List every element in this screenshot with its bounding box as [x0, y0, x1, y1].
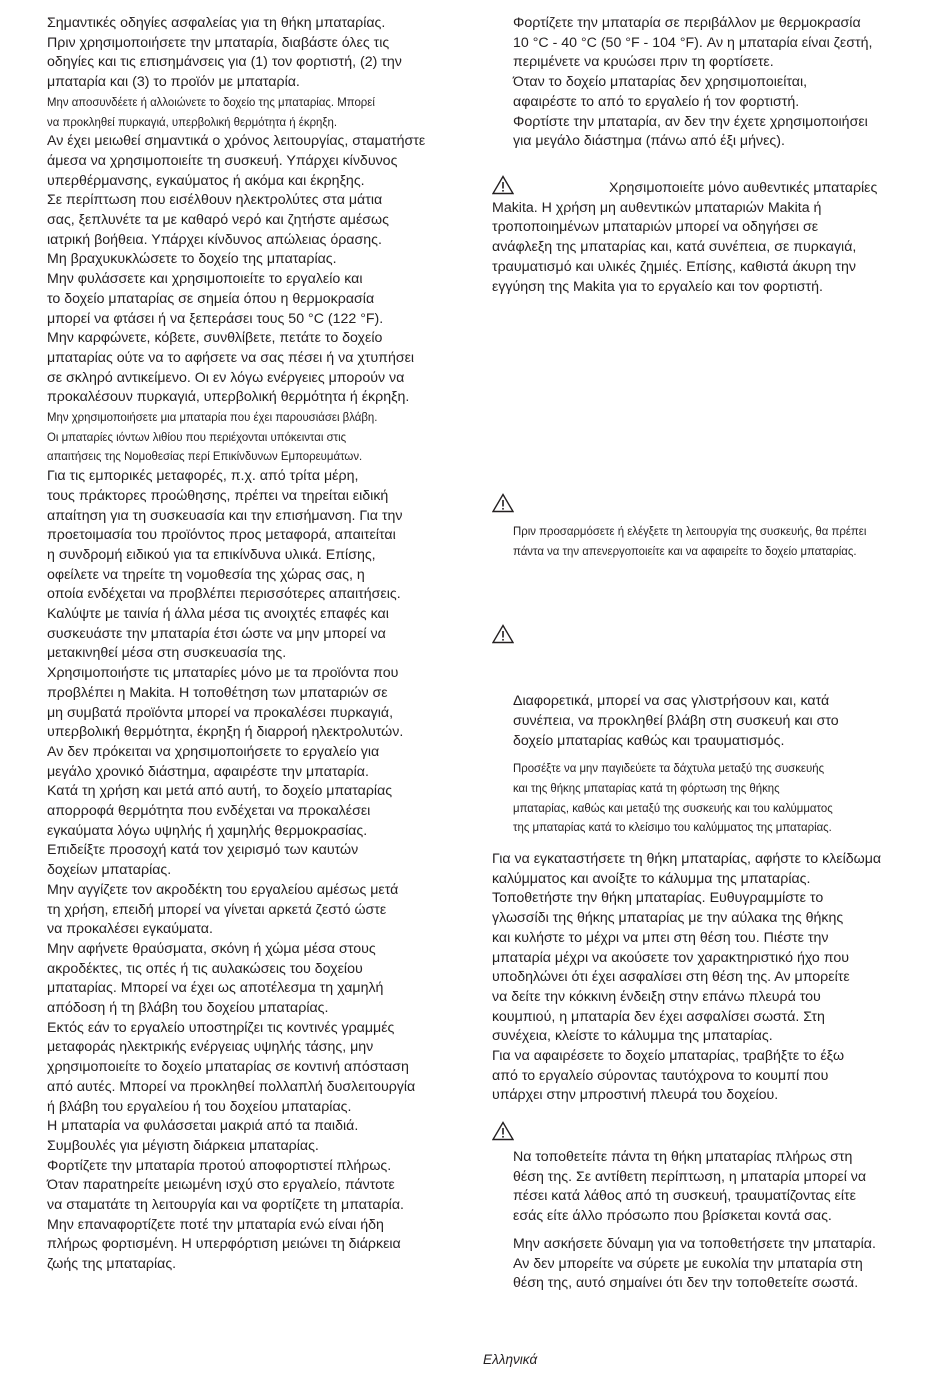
body-text-line: Για τις εμπορικές μεταφορές, π.χ. από τρίτα μέρη,	[47, 468, 359, 485]
body-text-line: υπερθέρμανσης, εγκαύματος ή ακόμα και έκρηξης.	[47, 172, 365, 189]
makita-notice-line: ανάφλεξη της μπαταρίας και, κατά συνέπεια, σε πυρκαγιά,	[492, 239, 857, 256]
body-text-line: συσκευάστε την μπαταρία έτσι ώστε να μην μπορεί να	[47, 625, 386, 642]
body-text-line: μεταφοράς ηλεκτρικής ενέργειας υψηλής τάσης, μην	[47, 1039, 374, 1056]
body-text-line: προετοιμασία του προϊόντος προς μεταφορά, απαιτείται	[47, 527, 396, 544]
body-text-line: απαιτήσεις της Νομοθεσίας περί Επικίνδυνων Εμπορευμάτων.	[47, 449, 363, 464]
caution-text-line: Να τοποθετείτε πάντα τη θήκη μπαταρίας πλήρως στη	[513, 1149, 853, 1165]
caution-text-line: εσάς είτε άλλο πρόσωπο που βρίσκεται κοντά σας.	[513, 1208, 832, 1225]
body-text-line: τη χρήση, επειδή μπορεί να γίνεται αρκετά ζεστό ώστε	[47, 901, 387, 918]
body-text-line: από αυτές. Μπορεί να προκληθεί πολλαπλή δυσλειτουργία	[47, 1078, 416, 1095]
body-text-line: Καλύψτε με ταινία ή άλλα μέσα τις ανοιχτές επαφές και	[47, 606, 389, 622]
body-text-line: πλήρως φορτισμένη. Η υπερφόρτιση μειώνει τη διάρκεια	[47, 1236, 401, 1253]
makita-notice-line: τροποποιημένων μπαταριών μπορεί να οδηγήσει σε	[492, 219, 819, 236]
makita-notice-line: Χρησιμοποιείτε μόνο αυθεντικές μπαταρίες	[609, 180, 878, 196]
body-text-line: οδηγίες και τις επισημάνσεις για (1) τον φορτιστή, (2) την	[47, 54, 402, 71]
caution-text-line: Αν δεν μπορείτε να σύρετε με ευκολία την μπαταρία στη	[513, 1255, 863, 1272]
body-text-line: Σημαντικές οδηγίες ασφαλείας για τη θήκη μπαταρίας.	[47, 15, 386, 31]
body-text-line: Μην αποσυνδέετε ή αλλοιώνετε το δοχείο της μπαταρίας. Μπορεί	[47, 94, 375, 109]
body-text-line: μεγάλο χρονικό διάστημα, αφαιρέστε την μπαταρία.	[47, 763, 369, 780]
body-text-line: οφείλετε να τηρείτε τη νομοθεσία της χώρας σας, η	[47, 566, 365, 583]
install-text-line: υποδηλώνει ότι έχει ασφαλίσει στη θέση της. Αν μπορείτε	[492, 969, 850, 986]
caution-text-line: Προσέξτε να μην παγιδεύετε τα δάχτυλα μεταξύ της συσκευής	[513, 761, 825, 775]
body-text-line: Συμβουλές για μέγιστη διάρκεια μπαταρίας.	[47, 1137, 319, 1154]
body-text-line: σας, ξεπλυνέτε τα με καθαρό νερό και ζητήστε αμέσως	[47, 212, 389, 228]
install-text-line: καλύμματος και ανοίξτε το κάλυμμα της μπαταρίας.	[492, 870, 811, 887]
body-text-line: το δοχείο μπαταρίας σε σημεία όπου η θερμοκρασία	[47, 290, 375, 307]
body-text-line: μετακινηθεί μέσα στη συσκευασία της.	[47, 645, 287, 662]
body-text-line: Μην καρφώνετε, κόβετε, συνθλίβετε, πετάτε το δοχείο	[47, 330, 383, 347]
body-text-line: δοχείων μπαταρίας.	[47, 862, 172, 879]
install-text-line: από το εργαλείο σύροντας ταυτόχρονα το κουμπί που	[492, 1067, 829, 1084]
body-text-line: προβλέπει η Makita. Η τοποθέτηση των μπαταριών σε	[47, 684, 388, 701]
install-text-line: και κυλήστε το μέχρι να μπει στη θέση του. Πιέστε την	[492, 929, 829, 946]
caution-text-line: της μπαταρίας κατά το κλείσιμο του καλύμματος της μπαταρίας.	[513, 820, 832, 835]
body-text-line: Φορτίζετε την μπαταρία σε περιβάλλον με θερμοκρασία	[513, 15, 861, 31]
warning-icon	[492, 624, 514, 644]
body-text-line: Κατά τη χρήση και μετά από αυτή, το δοχείο μπαταρίας	[47, 783, 393, 800]
body-text-line: Σε περίπτωση που εισέλθουν ηλεκτρολύτες στα μάτια	[47, 192, 383, 209]
body-text-line: Μη βραχυκυκλώσετε το δοχείο της μπαταρίας.	[47, 251, 337, 268]
caution-text-line: θέση της. Σε αντίθετη περίπτωση, η μπαταρία μπορεί να	[513, 1168, 867, 1185]
body-text-line: να προκληθεί πυρκαγιά, υπερβολική θερμότητα ή έκρηξη.	[47, 114, 338, 129]
body-text-line: εγκαύματα λόγω υψηλής ή χαμηλής θερμοκρασίας.	[47, 822, 368, 839]
body-text-line: ζωής της μπαταρίας.	[47, 1256, 177, 1273]
caution-text-line: μπαταρίας, καθώς και μεταξύ της συσκευής και του καλύμματος	[513, 800, 833, 815]
body-text-line: ακροδέκτες, τις οπές ή τις αυλακώσεις του δοχείου	[47, 960, 363, 977]
body-text-line: προκαλέσουν πυρκαγιά, υπερβολική θερμότητα ή έκρηξη.	[47, 389, 410, 406]
caution-text-line: συνέπεια, να προκληθεί βλάβη στη συσκευή και στο	[513, 713, 839, 729]
body-text-line: Μην φυλάσσετε και χρησιμοποιείτε το εργαλείο και	[47, 271, 363, 288]
body-text-line: Μην χρησιμοποιήσετε μια μπαταρία που έχει παρουσιάσει βλάβη.	[47, 410, 378, 424]
body-text-line: Φορτίζετε την μπαταρία προτού αποφορτιστεί πλήρως.	[47, 1157, 392, 1174]
body-text-line: Εκτός εάν το εργαλείο υποστηρίζει τις κοντινές γραμμές	[47, 1019, 395, 1036]
makita-notice-line: τραυματισμό και υλικές ζημιές. Επίσης, καθιστά άκυρη την	[492, 258, 856, 275]
caution-text-line: πάντα να την απενεργοποιείτε και να αφαιρείτε το δοχείο μπαταρίας.	[513, 544, 857, 558]
body-text-line: η συνδρομή ειδικού για τα επικίνδυνα υλικά. Επίσης,	[47, 546, 376, 563]
install-text-line: Για να αφαιρέσετε το δοχείο μπαταρίας, τραβήξτε το έξω	[492, 1048, 845, 1064]
caution-text-line: πέσει κατά λάθος από τη συσκευή, τραυματίζοντας είτε	[513, 1188, 856, 1205]
caution-text-line: Διαφορετικά, μπορεί να σας γλιστρήσουν και, κατά	[513, 693, 830, 709]
body-text-line: απορροφά θερμότητα που ενδέχεται να προκαλέσει	[47, 803, 371, 819]
body-text-line: Αν έχει μειωθεί σημαντικά ο χρόνος λειτουργίας, σταματήστε	[47, 133, 426, 150]
body-text-line: μπαταρίας ούτε να το αφήσετε να σας πέσει ή να χτυπήσει	[47, 349, 415, 366]
caution-text-line: και της θήκης μπαταρίας κατά τη φόρτωση της θήκης	[513, 780, 780, 795]
body-text-line: ιατρική βοήθεια. Υπάρχει κίνδυνος απώλειας όρασης.	[47, 231, 382, 248]
body-text-line: Πριν χρησιμοποιήσετε την μπαταρία, διαβάστε όλες τις	[47, 34, 390, 51]
install-text-line: Για να εγκαταστήσετε τη θήκη μπαταρίας, αφήστε το κλείδωμα	[492, 851, 882, 867]
body-text-line: 10 °C - 40 °C (50 °F - 104 °F). Αν η μπαταρία είναι ζεστή,	[513, 34, 873, 51]
install-text-line: συνέχεια, κλείστε το κάλυμμα της μπαταρίας.	[492, 1028, 773, 1045]
caution-text-line: θέση της, αυτό σημαίνει ότι δεν την τοποθετείτε σωστά.	[513, 1275, 859, 1292]
body-text-line: μπαταρίας. Μπορεί να έχει ως αποτέλεσμα τη χαμηλή	[47, 980, 384, 997]
install-text-line: μπαταρία μέχρι να ακούσετε τον χαρακτηριστικό ήχο που	[492, 949, 849, 966]
body-text-line: μπορεί να φτάσει ή να ξεπεράσει τους 50 °C (122 °F).	[47, 310, 384, 327]
body-text-line: Μην αγγίζετε τον ακροδέκτη του εργαλείου αμέσως μετά	[47, 881, 399, 898]
caution-text-line: Πριν προσαρμόσετε ή ελέγξετε τη λειτουργία της συσκευής, θα πρέπει	[513, 524, 867, 538]
body-text-line: ή βλάβη του εργαλείου ή του δοχείου μπαταρίας.	[47, 1098, 352, 1115]
body-text-line: να προκαλέσει εγκαύματα.	[47, 921, 213, 938]
install-text-line: να δείτε την κόκκινη ένδειξη στην επάνω πλευρά του	[492, 988, 821, 1005]
body-text-line: υπερβολική θερμότητα, έκρηξη ή διαρροή ηλεκτρολυτών.	[47, 724, 404, 741]
body-text-line: για μεγάλο διάστημα (πάνω από έξι μήνες).	[513, 133, 785, 150]
install-text-line: κουμπιού, η μπαταρία δεν έχει ασφαλίσει σωστά. Στη	[492, 1008, 825, 1025]
install-text-line: γλωσσίδι της θήκης μπαταρίας με την αύλακα της θήκης	[492, 910, 844, 927]
body-text-line: χρησιμοποιείτε το δοχείο μπαταρίας σε κοντινή απόσταση	[47, 1059, 409, 1076]
page-footer-language: Ελληνικά	[483, 1352, 538, 1367]
body-text-line: Η μπαταρία να φυλάσσεται μακριά από τα παιδιά.	[47, 1118, 359, 1135]
body-text-line: Όταν το δοχείο μπαταρίας δεν χρησιμοποιείται,	[513, 74, 808, 91]
makita-notice-line: εγγύηση της Makita για το εργαλείο και τον φορτιστή.	[492, 278, 823, 295]
warning-icon	[492, 1121, 514, 1141]
warning-icon	[492, 175, 514, 195]
body-text-line: απόδοση ή τη βλάβη του δοχείου μπαταρίας.	[47, 1000, 329, 1016]
body-text-line: Όταν παρατηρείτε μειωμένη ισχύ στο εργαλείο, πάντοτε	[47, 1177, 395, 1194]
caution-text-line: δοχείο μπαταρίας καθώς και τραυματισμός.	[513, 733, 785, 749]
body-text-line: σε σκληρό αντικείμενο. Οι εν λόγω ενέργειες μπορούν να	[47, 369, 405, 386]
body-text-line: άμεσα να χρησιμοποιείτε τη συσκευή. Υπάρχει κίνδυνος	[47, 152, 398, 169]
install-text-line: υπάρχει στην μπροστινή πλευρά του δοχείου.	[492, 1087, 779, 1104]
body-text-line: Αν δεν πρόκειται να χρησιμοποιήσετε το εργαλείο για	[47, 743, 380, 760]
body-text-line: αφαιρέστε το από το εργαλείο ή τον φορτιστή.	[513, 93, 800, 110]
makita-notice-line: Makita. Η χρήση μη αυθεντικών μπαταριών Makita ή	[492, 199, 822, 216]
body-text-line: Μην αφήνετε θραύσματα, σκόνη ή χώμα μέσα στους	[47, 940, 376, 957]
body-text-line: απαίτηση για τη συσκευασία και την επισήμανση. Για την	[47, 507, 403, 524]
body-text-line: να σταματάτε τη λειτουργία και να φορτίζετε τη μπαταρία.	[47, 1197, 404, 1213]
install-text-line: Τοποθετήστε την θήκη μπαταρίας. Ευθυγραμμίστε το	[492, 890, 824, 907]
body-text-line: μη συμβατά προϊόντα μπορεί να προκαλέσει πυρκαγιά,	[47, 704, 394, 721]
body-text-line: μπαταρία και (3) το προϊόν με μπαταρία.	[47, 74, 300, 91]
body-text-line: Χρησιμοποιήστε τις μπαταρίες μόνο με τα προϊόντα που	[47, 665, 399, 682]
body-text-line: Οι μπαταρίες ιόντων λιθίου που περιέχονται υπόκεινται στις	[47, 429, 347, 444]
body-text-line: Φορτίστε την μπαταρία, αν δεν την έχετε χρησιμοποιήσει	[513, 113, 868, 130]
warning-icon	[492, 493, 514, 513]
caution-text-line: Μην ασκήσετε δύναμη για να τοποθετήσετε την μπαταρία.	[513, 1236, 876, 1252]
body-text-line: οποία ενδέχεται να προβλέπει περισσότερες απαιτήσεις.	[47, 586, 401, 603]
body-text-line: τους πράκτορες προώθησης, πρέπει να τηρείται ειδική	[47, 487, 389, 504]
body-text-line: Επιδείξτε προσοχή κατά τον χειρισμό των καυτών	[47, 842, 359, 859]
body-text-line: Μην επαναφορτίζετε ποτέ την μπαταρία ενώ είναι ήδη	[47, 1216, 384, 1233]
body-text-line: περιμένετε να κρυώσει πριν τη φορτίσετε.	[513, 54, 774, 71]
